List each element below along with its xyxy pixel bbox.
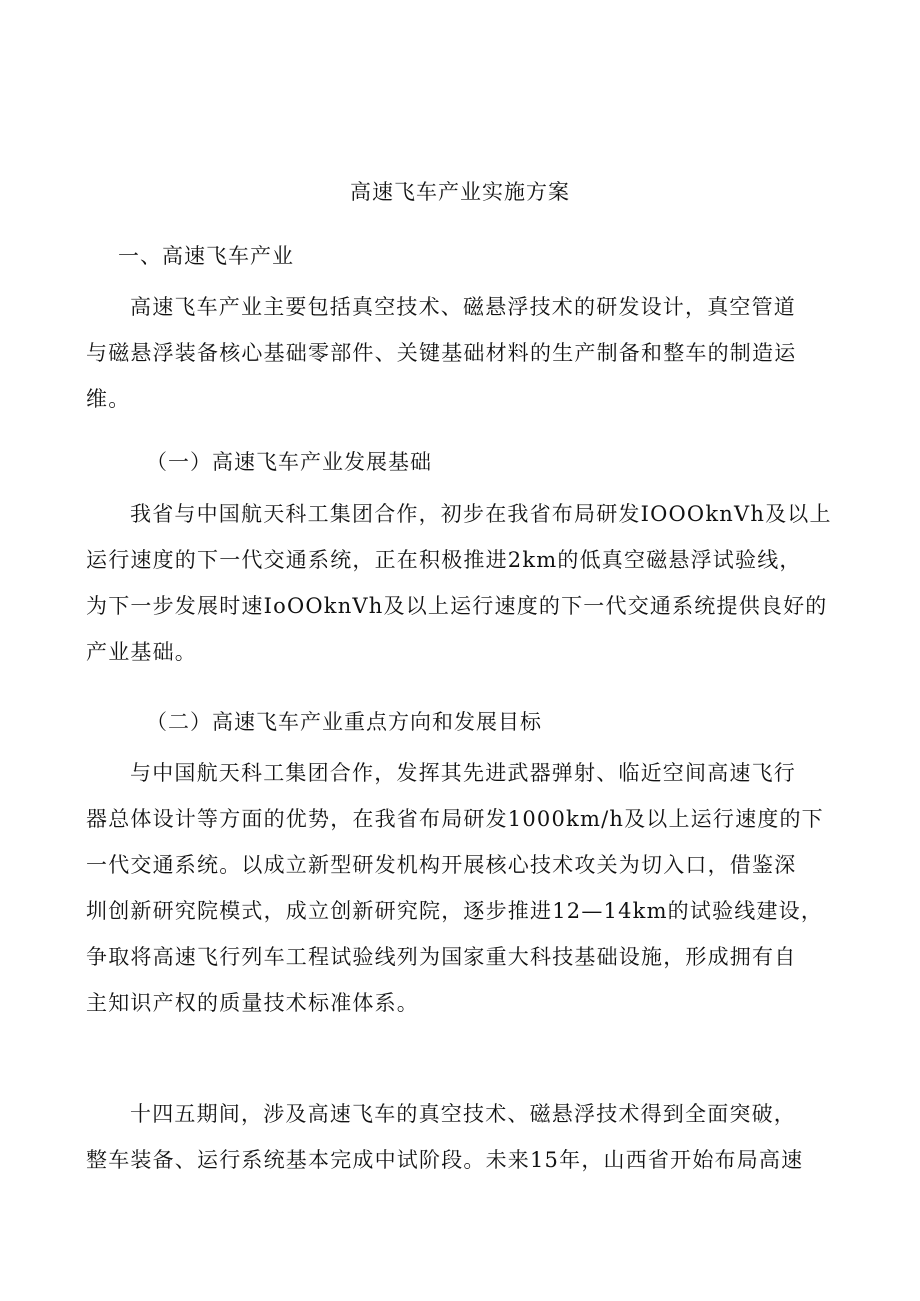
section-heading-1: 一、高速飞车产业 [118,244,294,268]
subsection-heading-1: （一）高速飞车产业发展基础 [146,450,432,474]
document-title: 高速飞车产业实施方案 [350,180,570,204]
paragraph-line: 运行速度的下一代交通系统，正在积极推进2km的低真空磁悬浮试验线， [86,548,802,572]
paragraph-line: 整车装备、运行系统基本完成中试阶段。未来15年，山西省开始布局高速 [86,1148,804,1172]
paragraph-line: 与磁悬浮装备核心基础零部件、关键基础材料的生产制备和整车的制造运 [86,341,797,365]
paragraph-line: 主知识产权的质量技术标准体系。 [86,991,419,1015]
subsection-heading-2: （二）高速飞车产业重点方向和发展目标 [146,710,542,734]
paragraph-line: 维。 [86,387,131,411]
paragraph-line: 高速飞车产业主要包括真空技术、磁悬浮技术的研发设计，真空管道 [130,295,796,319]
paragraph-key-directions [86,750,846,1026]
paragraph-line: 我省与中国航天科工集团合作，初步在我省布局研发IOOOknVh及以上 [130,502,832,526]
paragraph-line: 圳创新研究院模式，成立创新研究院，逐步推进12—14km的试验线建设， [86,899,824,923]
paragraph-line: 产业基础。 [86,640,197,664]
paragraph-line: 为下一步发展时速IoOOknVh及以上运行速度的下一代交通系统提供良好的 [86,594,828,618]
paragraph-line: 十四五期间，涉及高速飞车的真空技术、磁悬浮技术得到全面突破， [130,1102,796,1126]
paragraph-line: 与中国航天科工集团合作，发挥其先进武器弹射、临近空间高速飞行 [130,761,796,785]
paragraph-line: 器总体设计等方面的优势，在我省布局研发1000km/h及以上运行速度的下 [86,807,824,831]
paragraph-line: 一代交通系统。以成立新型研发机构开展核心技术攻关为切入口，借鉴深 [86,853,797,877]
paragraph-development-basis [86,491,846,675]
paragraph-industry-scope [86,284,846,422]
paragraph-five-year-plan [86,1091,846,1183]
paragraph-line: 争取将高速飞行列车工程试验线列为国家重大科技基础设施，形成拥有自 [86,945,797,969]
